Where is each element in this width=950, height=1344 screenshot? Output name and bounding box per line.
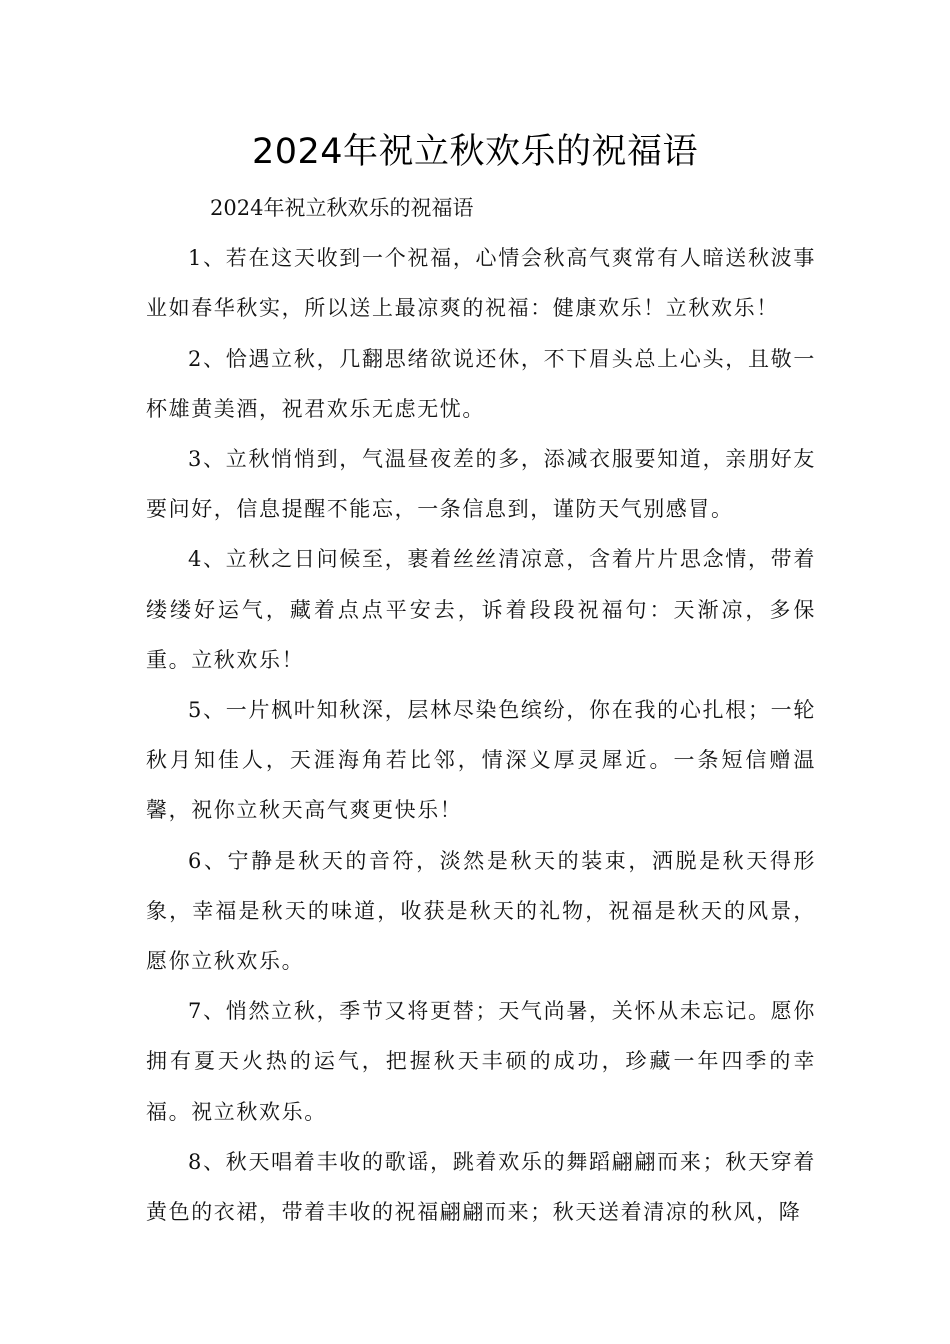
blessing-item-4: 4、立秋之日问候至，裹着丝丝清凉意，含着片片思念情，带着缕缕好运气，藏着点点平安去，诉着段段祝福句：天渐凉，多保重。立秋欢乐！ [146, 547, 816, 672]
blessing-item-3: 3、立秋悄悄到，气温昼夜差的多，添减衣服要知道，亲朋好友要问好，信息提醒不能忘，一条信息到，谨防天气别感冒。 [146, 447, 816, 522]
blessing-item-5: 5、一片枫叶知秋深，层林尽染色缤纷，你在我的心扎根；一轮秋月知佳人，天涯海角若比邻，情深义厚灵犀近。一条短信赠温馨，祝你立秋天高气爽更快乐！ [146, 698, 816, 823]
document-body [146, 183, 816, 1237]
document-subtitle: 2024年祝立秋欢乐的祝福语 [210, 196, 474, 220]
blessing-item-7: 7、悄然立秋，季节又将更替；天气尚暑，关怀从未忘记。愿你拥有夏天火热的运气，把握秋天丰硕的成功，珍藏一年四季的幸福。祝立秋欢乐。 [146, 999, 816, 1124]
blessing-item-1: 1、若在这天收到一个祝福，心情会秋高气爽常有人暗送秋波事业如春华秋实，所以送上最凉爽的祝福：健康欢乐！立秋欢乐！ [146, 246, 816, 321]
blessing-item-2: 2、恰遇立秋，几翻思绪欲说还休，不下眉头总上心头，且敬一杯雄黄美酒，祝君欢乐无虑无忧。 [146, 346, 816, 421]
blessing-item-8: 8、秋天唱着丰收的歌谣，跳着欢乐的舞蹈翩翩而来；秋天穿着黄色的衣裙，带着丰收的祝福翩翩而来；秋天送着清凉的秋风，降 [146, 1149, 816, 1225]
blessing-item-6: 6、宁静是秋天的音符，淡然是秋天的装束，洒脱是秋天得形象，幸福是秋天的味道，收获是秋天的礼物，祝福是秋天的风景，愿你立秋欢乐。 [146, 848, 816, 974]
document-title: 2024年祝立秋欢乐的祝福语 [251, 132, 699, 172]
